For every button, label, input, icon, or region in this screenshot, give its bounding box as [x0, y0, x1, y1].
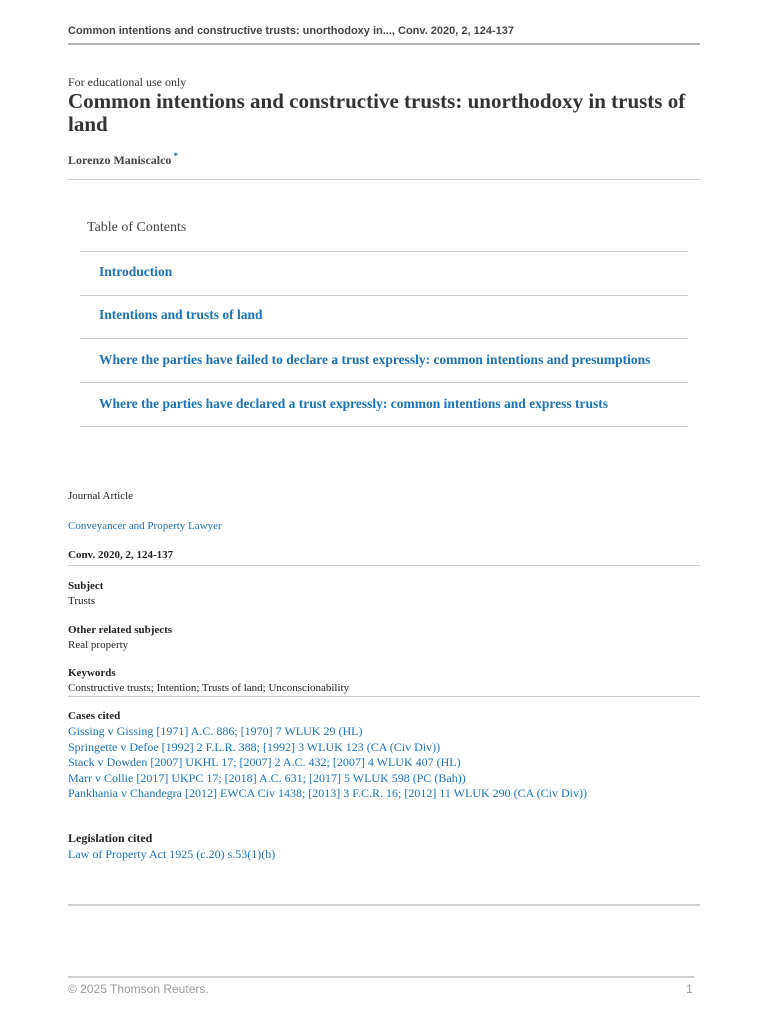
- content-end-divider: [68, 904, 700, 906]
- case-link-gissing[interactable]: Gissing v Gissing [1971] A.C. 886; [1970] 7 WLUK 29 (HL): [68, 724, 363, 738]
- case-link-pankhania[interactable]: Pankhania v Chandegra [2012] EWCA Civ 1438; [2013] 3 F.C.R. 16; [2012] 11 WLUK 290 (CA (Civ Div)): [68, 786, 587, 800]
- toc-link-declared-expressly[interactable]: Where the parties have declared a trust expressly: common intentions and express trusts: [99, 396, 608, 411]
- toc-divider: [80, 426, 688, 427]
- document-type: Journal Article: [68, 490, 134, 502]
- toc-divider: [80, 251, 688, 252]
- case-link-springette[interactable]: Springette v Defoe [1992] 2 F.L.R. 388; [1992] 3 WLUK 123 (CA (Civ Div)): [68, 739, 441, 754]
- legislation-link[interactable]: Law of Property Act 1925 (c.20) s.53(1)(b): [68, 847, 276, 861]
- page-number: 1: [686, 982, 693, 996]
- citation: Conv. 2020, 2, 124-137: [68, 549, 174, 561]
- subject-value: Trusts: [68, 595, 96, 607]
- toc-divider: [80, 382, 688, 383]
- author-line: [68, 151, 178, 168]
- keywords-label: Keywords: [68, 667, 116, 679]
- author-footnote-link[interactable]: *: [173, 151, 178, 161]
- header-divider: [68, 43, 700, 45]
- keywords-divider: [68, 696, 700, 697]
- title-divider: [68, 179, 700, 180]
- toc-link-intentions[interactable]: Intentions and trusts of land: [99, 307, 263, 322]
- subject-label: Subject: [68, 580, 104, 592]
- copyright: © 2025 Thomson Reuters.: [68, 982, 209, 996]
- educational-use-label: For educational use only: [68, 75, 187, 89]
- toc-heading: Table of Contents: [87, 220, 187, 235]
- case-link-stack[interactable]: Stack v Dowden [2007] UKHL 17; [2007] 2 A.C. 432; [2007] 4 WLUK 407 (HL): [68, 755, 461, 769]
- metadata-divider: [68, 565, 700, 566]
- other-subjects-value: Real property: [68, 639, 129, 651]
- journal-link[interactable]: Conveyancer and Property Lawyer: [68, 520, 222, 532]
- toc-link-failed-to-declare[interactable]: Where the parties have failed to declare a trust expressly: common intentions and presumptions: [99, 352, 651, 367]
- author-name: Lorenzo Maniscalco: [68, 153, 172, 167]
- article-title: Common intentions and constructive trusts: unorthodoxy in trusts of land: [68, 89, 686, 136]
- footer-divider: [68, 976, 694, 978]
- cases-list: [68, 724, 587, 802]
- toc-divider: [80, 338, 688, 339]
- keywords-value: Constructive trusts; Intention; Trusts of land; Unconscionability: [68, 682, 350, 694]
- toc-link-introduction[interactable]: Introduction: [99, 264, 173, 279]
- other-subjects-label: Other related subjects: [68, 624, 173, 636]
- toc-divider: [80, 295, 688, 296]
- case-link-marr[interactable]: Marr v Collie [2017] UKPC 17; [2018] A.C. 631; [2017] 5 WLUK 598 (PC (Bah)): [68, 770, 466, 785]
- cases-label: Cases cited: [68, 710, 121, 722]
- running-header: Common intentions and constructive trusts: unorthodoxy in..., Conv. 2020, 2, 124-137: [68, 25, 514, 37]
- legislation-label: Legislation cited: [68, 831, 153, 845]
